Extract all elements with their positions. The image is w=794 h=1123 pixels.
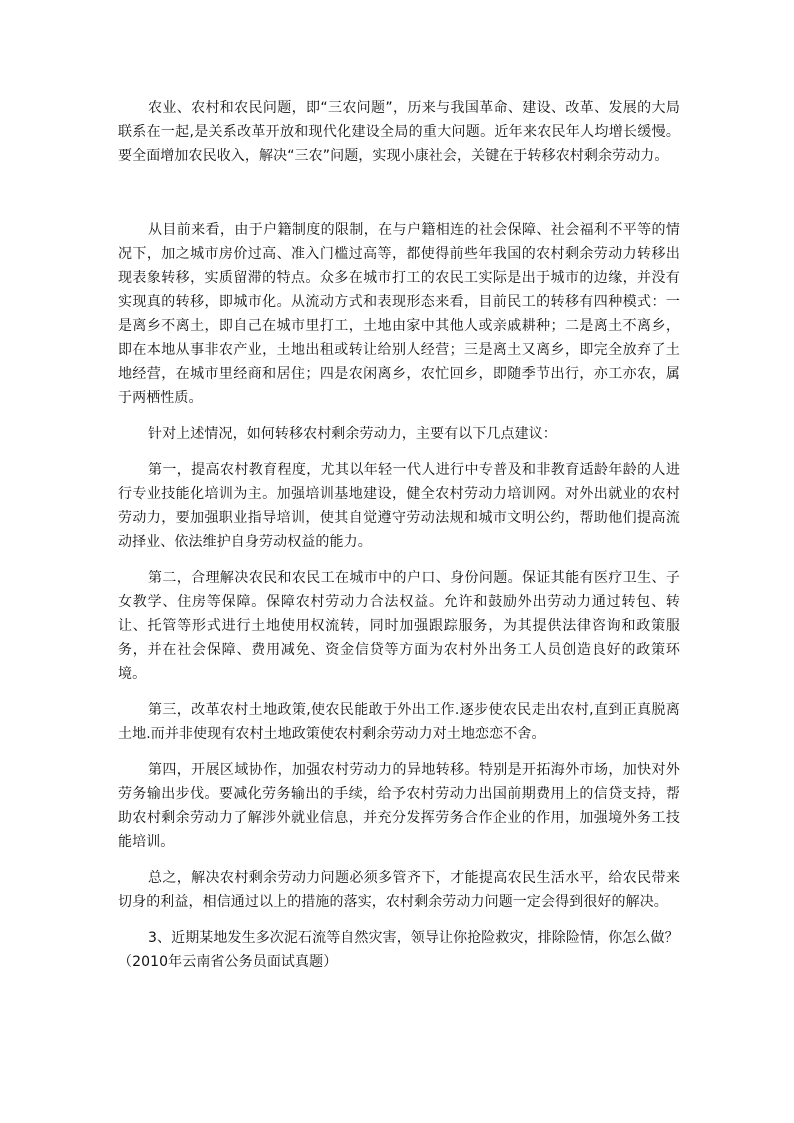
- paragraph-suggestions-intro: 针对上述情况，如何转移农村剩余劳动力，主要有以下几点建议：: [148, 426, 557, 442]
- paragraph-suggestion-3: 第三，改革农村土地政策,使农民能敢于外出工作.逐步使农民走出农村,直到正真脱离土地.而并非使现有农村土地政策使农村剩余劳动力对土地恋恋不舍。: [118, 702, 680, 742]
- paragraph-suggestion-4: 第四，开展区域协作，加强农村劳动力的异地转移。特别是开拓海外市场，加快对外劳务输出步伐。要减化劳务输出的手续，给予农村劳动力出国前期费用上的信贷支持，帮助农村剩余劳动力了解涉外就业信息，并充分发挥劳务合作企业的作用，加强境外务工技能培训。: [118, 762, 680, 850]
- question-paragraph: [118, 926, 680, 974]
- paragraph-suggestion-1: 第一，提高农村教育程度，尤其以年轻一代人进行中专普及和非教育适龄年龄的人进行专业技能化培训为主。加强培训基地建设，健全农村劳动力培训网。对外出就业的农村劳动力，要加强职业指导培训，使其自觉遵守劳动法规和城市文明公约，帮助他们提高流动择业、依法维护自身劳动权益的能力。: [118, 462, 680, 550]
- question-text: 3、近期某地发生多次泥石流等自然灾害，领导让你抢险救灾，排除险情，你怎么做？: [148, 930, 679, 946]
- paragraph-current-situation: 从目前来看，由于户籍制度的限制，在与户籍相连的社会保障、社会福利不平等的情况下，加之城市房价过高、准入门槛过高等，都使得前些年我国的农村剩余劳动力转移出现表象转移，实质留滞的特点。众多在城市打工的农民工实际是出于城市的边缘，并没有实现真的转移，即城市化。从流动方式和表现形态来看，目前民工的转移有四种模式：一是离乡不离土，即自己在城市里打工，土地由家中其他人或亲戚耕种；二是离土不离乡，即在本地从事非农产业，土地出租或转让给别人经营；三是离土又离乡，即完全放弃了土地经营，在城市里经商和居住；四是农闲离乡，农忙回乡，即随季节出行，亦工亦农，属于两栖性质。: [118, 222, 680, 406]
- paragraph-intro: 农业、农村和农民问题，即“三农问题”，历来与我国革命、建设、改革、发展的大局联系在一起,是关系改革开放和现代化建设全局的重大问题。近年来农民年人均增长缓慢。要全面增加农民收入，解决“三农”问题，实现小康社会，关键在于转移农村剩余劳动力。: [118, 100, 680, 164]
- document-body: [118, 96, 680, 984]
- question-source: （2010年云南省公务员面试真题）: [118, 954, 338, 970]
- paragraph-suggestion-2: 第二，合理解决农民和农民工在城市中的户口、身份问题。保证其能有医疗卫生、子女教学、住房等保障。保障农村劳动力合法权益。允许和鼓励外出劳动力通过转包、转让、托管等形式进行土地使用权流转，同时加强跟踪服务，为其提供法律咨询和政策服务，并在社会保障、费用减免、资金信贷等方面为农村外出务工人员创造良好的政策环境。: [118, 570, 680, 682]
- paragraph-conclusion: 总之，解决农村剩余劳动力问题必须多管齐下，才能提高农民生活水平，给农民带来切身的利益，相信通过以上的措施的落实，农村剩余劳动力问题一定会得到很好的解决。: [118, 870, 680, 910]
